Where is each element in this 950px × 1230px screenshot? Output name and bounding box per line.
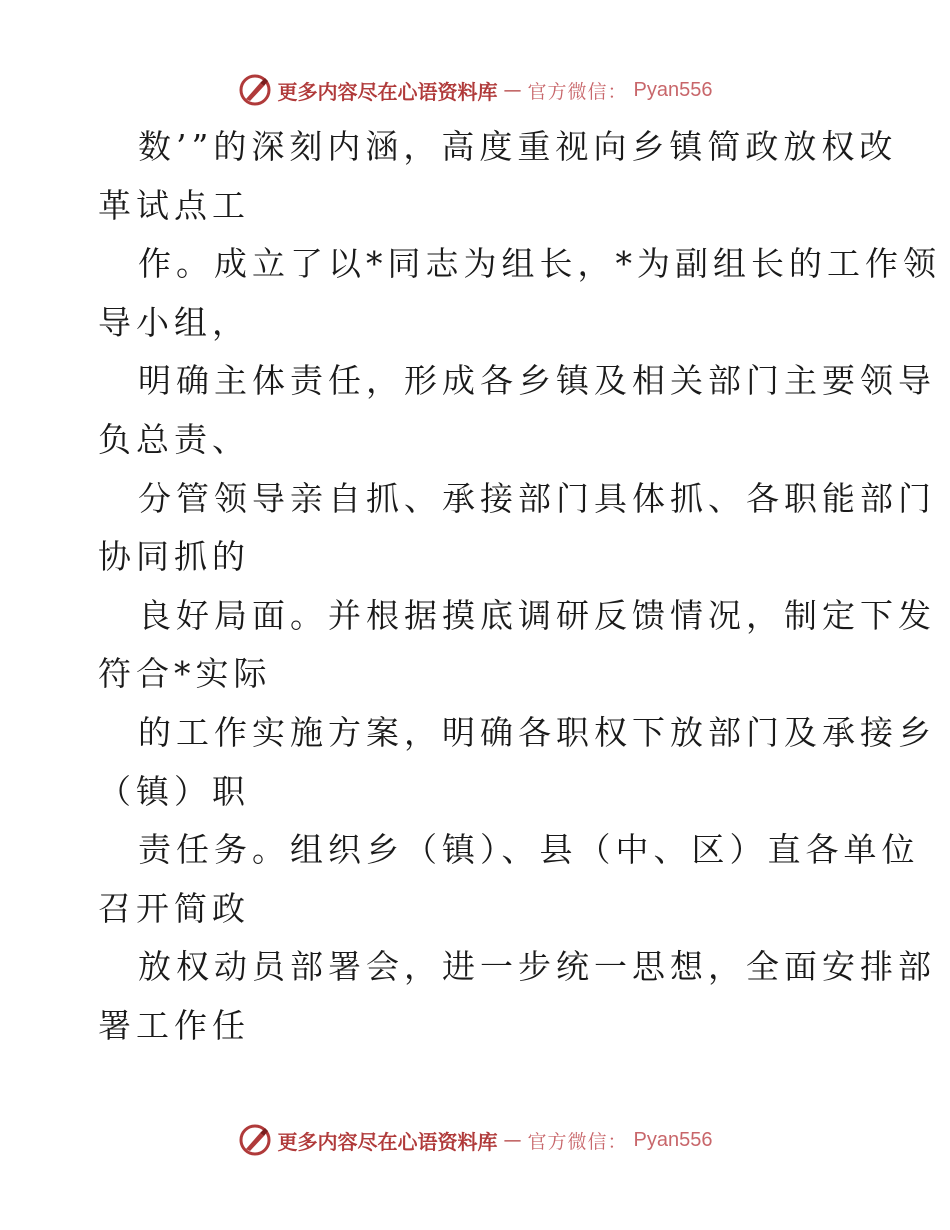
text-line: 协同抓的 bbox=[98, 537, 250, 577]
banner-wechat-label: 官方微信： bbox=[527, 80, 628, 103]
text-line: 明确主体责任，形成各乡镇及相关部门主要领导 bbox=[138, 361, 936, 401]
text-line: 良好局面。并根据摸底调研反馈情况，制定下发 bbox=[138, 595, 936, 635]
header-banner-inner bbox=[238, 73, 713, 107]
text-line: 数’”的深刻内涵，高度重视向乡镇简政放权改 bbox=[138, 127, 898, 166]
text-line: 召开简政 bbox=[98, 888, 250, 928]
text-line: 署工作任 bbox=[98, 1005, 250, 1045]
text-line: （镇）职 bbox=[98, 771, 250, 811]
banner-separator: — bbox=[503, 79, 522, 101]
text-line: 责任务。组织乡（镇）、县（中、区）直各单位 bbox=[138, 830, 920, 870]
footer-banner bbox=[0, 1120, 950, 1160]
banner-separator: — bbox=[503, 1129, 522, 1151]
text-line: 导小组， bbox=[98, 302, 250, 342]
banner-text: 更多内容尽在心语资料库 bbox=[277, 79, 498, 104]
pen-logo-icon bbox=[238, 1123, 272, 1157]
banner-wechat-id: Pyan556 bbox=[633, 78, 713, 101]
footer-banner-inner bbox=[238, 1123, 713, 1157]
banner-text: 更多内容尽在心语资料库 bbox=[277, 1129, 498, 1154]
text-line: 放权动员部署会，进一步统一思想，全面安排部 bbox=[138, 947, 936, 987]
text-line: 分管领导亲自抓、承接部门具体抓、各职能部门 bbox=[138, 478, 936, 518]
text-line: 革试点工 bbox=[98, 185, 250, 225]
text-line: 的工作实施方案，明确各职权下放部门及承接乡 bbox=[138, 712, 936, 752]
header-banner bbox=[0, 70, 950, 110]
text-line: 符合*实际 bbox=[98, 654, 272, 694]
text-line: 作。成立了以*同志为组长，*为副组长的工作领 bbox=[138, 244, 941, 284]
banner-wechat-label: 官方微信： bbox=[527, 1130, 628, 1153]
document-body bbox=[98, 118, 941, 1056]
pen-logo-icon bbox=[238, 73, 272, 107]
banner-wechat-id: Pyan556 bbox=[633, 1128, 713, 1151]
text-line: 负总责、 bbox=[98, 419, 250, 459]
